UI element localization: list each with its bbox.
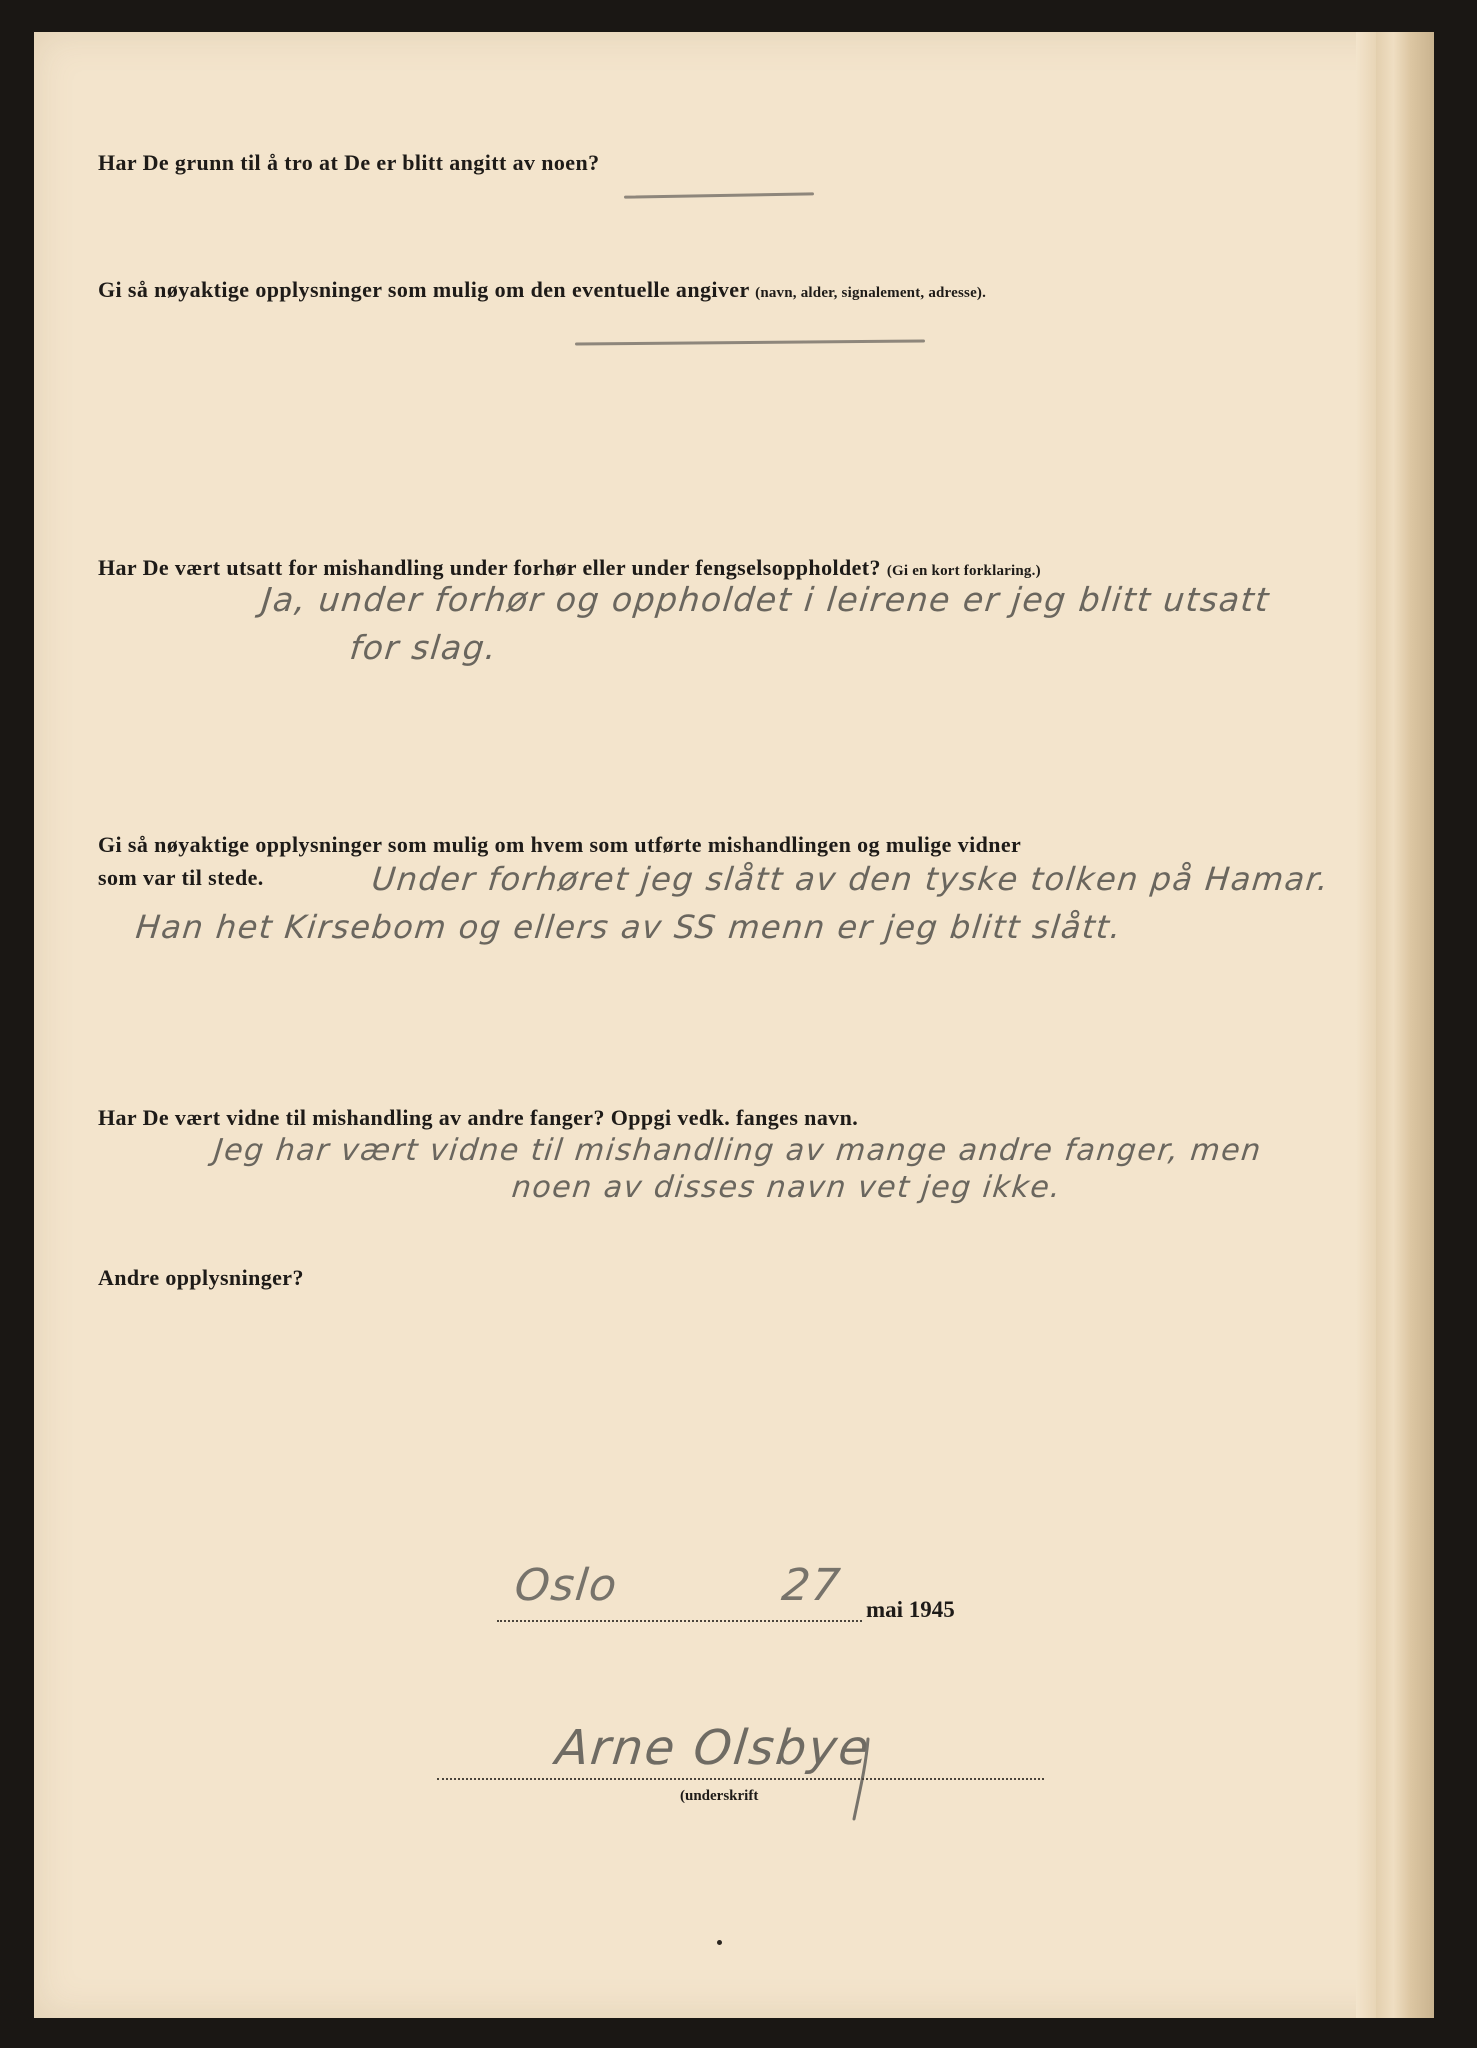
date-month-year: mai 1945 [866,1597,955,1622]
question-mistreatment-note: (Gi en kort forklaring.) [886,563,1041,579]
answer-witness-line-2: noen av disses navn vet jeg ikke. [510,1170,1064,1205]
day-handwritten: 27 [779,1560,844,1611]
signature-descender-stroke [840,1735,880,1825]
question-informant-details [98,277,986,303]
answer-mistreatment-line-1: Ja, under forhør og oppholdet i leirene er jeg blitt utsatt [259,580,1272,619]
question-mistreatment [98,555,1041,581]
place-handwritten: Oslo [512,1560,621,1611]
question-informant-details-note: (navn, alder, signalement, adresse). [755,285,987,301]
question-other-info: Andre opplysninger? [98,1265,304,1290]
answer-mistreatment-line-2: for slag. [347,628,500,667]
question-informant: Har De grunn til å tro at De er blitt angitt av noen? [98,150,600,175]
page-dot-mark [717,1940,722,1945]
page-edge-shadow [1356,32,1376,2018]
date-dotted-line [497,1620,862,1622]
signature-dotted-line [437,1778,1044,1780]
question-witness: Har De vært vidne til mishandling av andre fanger? Oppgi vedk. fanges navn. [98,1105,859,1130]
question-perpetrators-line-1: Gi så nøyaktige opplysninger som mulig om hvem som utførte mishandlingen og mulige vidner [98,832,1022,857]
answer-perpetrators-line-2: Han het Kirsebom og ellers av SS menn er jeg blitt slått. [134,908,1124,946]
answer-witness-line-1: Jeg har vært vidne til mishandling av mange andre fanger, men [212,1133,1264,1168]
answer-perpetrators-line-1: Under forhøret jeg slått av den tyske tolken på Hamar. [370,860,1332,898]
signature-handwritten: Arne Olsbye [553,1720,874,1776]
question-perpetrators-line-2: som var til stede. [98,865,264,890]
question-informant-details-text: Gi så nøyaktige opplysninger som mulig om den eventuelle angiver [98,277,750,302]
page-edge-strip [1376,32,1434,2018]
signature-caption: (underskrift [680,1788,759,1804]
question-mistreatment-text: Har De vært utsatt for mishandling under forhør eller under fengselsoppholdet? [98,555,881,580]
